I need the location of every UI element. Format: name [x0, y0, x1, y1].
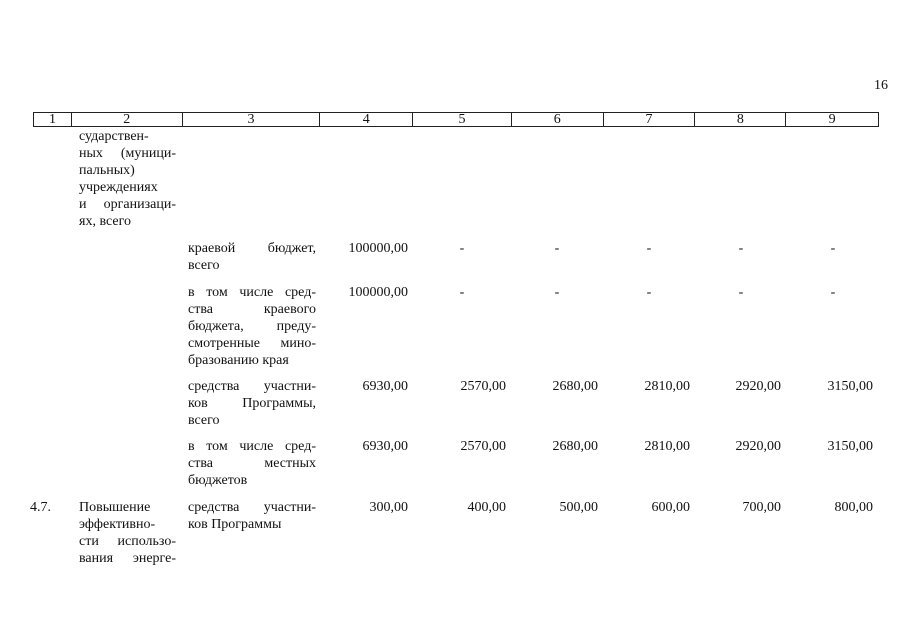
row-3-value-col9: 3150,00 [827, 439, 873, 454]
row-4-value-col6: 500,00 [559, 500, 598, 515]
row-0-value-col8: - [738, 241, 744, 256]
row-0-value-col6: - [554, 241, 560, 256]
text-line: всего [188, 258, 220, 273]
row-0-value-col7: - [646, 241, 652, 256]
row-1-value-col8: - [738, 285, 744, 300]
row-3-value-col5: 2570,00 [460, 439, 506, 454]
text-line: бюджета, преду- [188, 319, 316, 334]
row-4-value-col7: 600,00 [651, 500, 690, 515]
row-3-value-col6: 2680,00 [552, 439, 598, 454]
text-line: вания энерге- [79, 551, 176, 566]
header-col-1: 1 [34, 113, 72, 126]
text-line: ных (муници- [79, 146, 176, 161]
row-1-value-col6: - [554, 285, 560, 300]
text-line: бюджетов [188, 473, 248, 488]
text-line: краевой бюджет, [188, 241, 316, 256]
row-1-value-col5: - [459, 285, 465, 300]
intro-description [79, 128, 176, 230]
text-line: ства местных [188, 456, 316, 471]
row-4-value-col9: 800,00 [834, 500, 873, 515]
row-3-value-col4: 6930,00 [362, 439, 408, 454]
text-line: ков Программы, [188, 396, 316, 411]
column-number-header [33, 112, 879, 127]
text-line: в том числе сред- [188, 285, 316, 300]
text-line: эффективно- [79, 517, 156, 532]
text-line: средства участни- [188, 379, 316, 394]
table-row-3-source [188, 438, 316, 489]
row-2-value-col4: 6930,00 [362, 379, 408, 394]
text-line: ях, всего [79, 214, 131, 229]
row-3-value-col7: 2810,00 [644, 439, 690, 454]
text-line: сти использо- [79, 534, 176, 549]
row-4-value-col5: 400,00 [467, 500, 506, 515]
table-row-4-source [188, 499, 316, 533]
page-number: 16 [874, 78, 888, 93]
row-3-value-col8: 2920,00 [735, 439, 781, 454]
row-2-value-col8: 2920,00 [735, 379, 781, 394]
text-line: в том числе сред- [188, 439, 316, 454]
text-line: средства участни- [188, 500, 316, 515]
table-row-1-source [188, 284, 316, 369]
text-line: и организаци- [79, 197, 176, 212]
row-4-value-col8: 700,00 [742, 500, 781, 515]
text-line: пальных) [79, 163, 135, 178]
text-line: сударствен- [79, 129, 149, 144]
row-0-value-col9: - [830, 241, 836, 256]
header-col-5: 5 [413, 113, 512, 126]
text-line: ков Программы [188, 517, 282, 532]
header-col-8: 8 [695, 113, 786, 126]
table-row-4-description [79, 499, 176, 567]
text-line: Повышение [79, 500, 151, 515]
row-2-value-col9: 3150,00 [827, 379, 873, 394]
header-col-9: 9 [828, 112, 836, 127]
row-0-value-col5: - [459, 241, 465, 256]
header-col-4: 4 [320, 113, 413, 126]
row-1-value-col9: - [830, 285, 836, 300]
header-col-7: 7 [604, 113, 696, 126]
row-2-value-col6: 2680,00 [552, 379, 598, 394]
text-line: всего [188, 413, 220, 428]
row-2-value-col7: 2810,00 [644, 379, 690, 394]
row-4-item-number: 4.7. [30, 500, 51, 515]
row-2-value-col5: 2570,00 [460, 379, 506, 394]
row-4-value-col4: 300,00 [369, 500, 408, 515]
header-col-2: 2 [72, 113, 183, 126]
text-line: бразованию края [188, 353, 289, 368]
header-col-3: 3 [183, 113, 321, 126]
table-row-0-source [188, 240, 316, 274]
header-col-6: 6 [512, 113, 604, 126]
text-line: ства краевого [188, 302, 316, 317]
text-line: учреждениях [79, 180, 158, 195]
row-1-value-col4: 100000,00 [348, 285, 408, 300]
row-0-value-col4: 100000,00 [348, 241, 408, 256]
row-1-value-col7: - [646, 285, 652, 300]
table-row-2-source [188, 378, 316, 429]
text-line: смотренные мино- [188, 336, 316, 351]
